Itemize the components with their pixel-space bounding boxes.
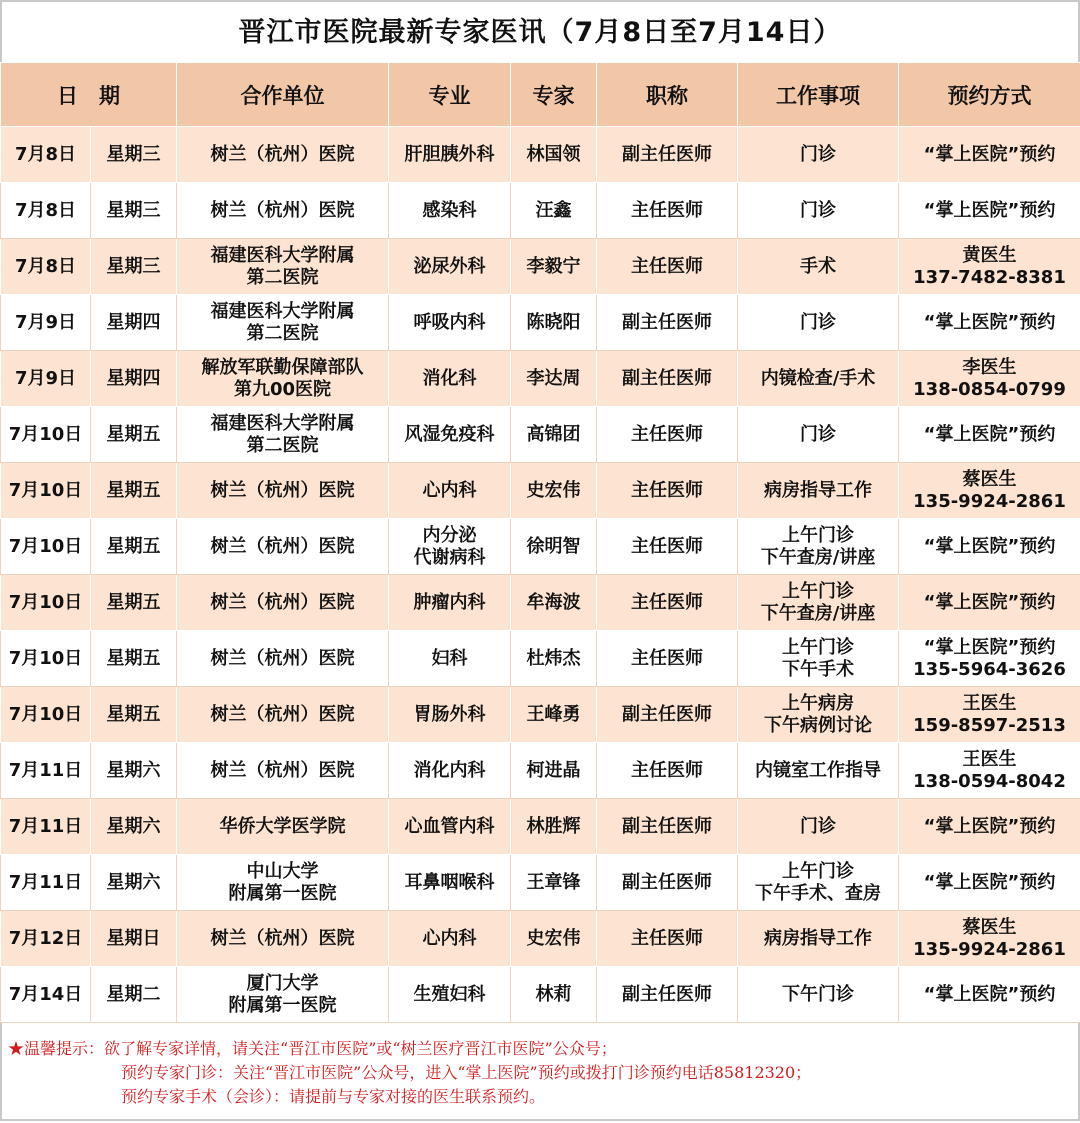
cell-date: 7月10日 bbox=[1, 463, 91, 519]
cell-specialty bbox=[389, 295, 511, 351]
cell-expert: 李达周 bbox=[511, 351, 597, 407]
cell-weekday: 星期六 bbox=[91, 743, 177, 799]
header-date: 日 期 bbox=[1, 63, 177, 127]
header-specialty: 专业 bbox=[389, 63, 511, 127]
cell-unit bbox=[177, 407, 389, 463]
cell-unit-line: 树兰（杭州）医院 bbox=[210, 479, 355, 501]
cell-rank: 副主任医师 bbox=[597, 967, 738, 1023]
cell-specialty-line: 生殖妇科 bbox=[413, 983, 486, 1005]
cell-rank: 主任医师 bbox=[597, 743, 738, 799]
cell-specialty bbox=[389, 575, 511, 631]
table-row bbox=[1, 351, 1080, 407]
header-expert: 专家 bbox=[511, 63, 597, 127]
cell-booking bbox=[899, 799, 1080, 855]
cell-unit-line: 福建医科大学附属 bbox=[210, 412, 355, 434]
cell-rank: 副主任医师 bbox=[597, 127, 738, 183]
cell-booking-line: 王医生 bbox=[962, 692, 1017, 714]
cell-work-line: 下午手术 bbox=[782, 658, 854, 680]
cell-booking-line: 137-7482-8381 bbox=[913, 266, 1066, 288]
cell-booking bbox=[899, 463, 1080, 519]
cell-rank: 主任医师 bbox=[597, 631, 738, 687]
cell-work-line: 上午门诊 bbox=[782, 636, 854, 658]
cell-booking-line: 138-0854-0799 bbox=[913, 378, 1066, 400]
cell-work-line: 门诊 bbox=[800, 815, 836, 837]
table-row bbox=[1, 967, 1080, 1023]
cell-booking bbox=[899, 911, 1080, 967]
cell-expert: 牟海波 bbox=[511, 575, 597, 631]
cell-work-line: 上午病房 bbox=[782, 692, 854, 714]
cell-unit bbox=[177, 463, 389, 519]
cell-booking-line: 王医生 bbox=[962, 748, 1017, 770]
cell-booking bbox=[899, 631, 1080, 687]
cell-booking bbox=[899, 351, 1080, 407]
cell-specialty-line: 风湿免疫科 bbox=[404, 423, 495, 445]
cell-date: 7月8日 bbox=[1, 183, 91, 239]
note-line-3: 预约专家手术（会诊）：请提前与专家对接的医生联系预约。 bbox=[121, 1087, 546, 1106]
table-header-row bbox=[1, 63, 1080, 127]
cell-specialty bbox=[389, 631, 511, 687]
table-row bbox=[1, 687, 1080, 743]
cell-unit-line: 华侨大学医学院 bbox=[219, 815, 346, 837]
cell-rank: 副主任医师 bbox=[597, 799, 738, 855]
cell-booking bbox=[899, 239, 1080, 295]
cell-date: 7月9日 bbox=[1, 351, 91, 407]
cell-unit bbox=[177, 799, 389, 855]
cell-weekday: 星期四 bbox=[91, 351, 177, 407]
cell-unit-line: 解放军联勤保障部队 bbox=[201, 356, 364, 378]
cell-booking bbox=[899, 855, 1080, 911]
cell-specialty bbox=[389, 407, 511, 463]
cell-work-line: 下午查房/讲座 bbox=[760, 546, 876, 568]
cell-unit-line: 树兰（杭州）医院 bbox=[210, 199, 355, 221]
cell-rank: 主任医师 bbox=[597, 463, 738, 519]
cell-date: 7月11日 bbox=[1, 799, 91, 855]
note-line-2: 预约专家门诊：关注“晋江市医院”公众号，进入“掌上医院”预约或拨打门诊预约电话85812320； bbox=[121, 1063, 812, 1082]
cell-unit-line: 福建医科大学附属 bbox=[210, 300, 355, 322]
cell-unit bbox=[177, 743, 389, 799]
cell-unit-line: 中山大学 bbox=[246, 860, 319, 882]
cell-booking bbox=[899, 183, 1080, 239]
cell-specialty bbox=[389, 687, 511, 743]
cell-weekday: 星期六 bbox=[91, 855, 177, 911]
cell-booking bbox=[899, 127, 1080, 183]
cell-rank: 主任医师 bbox=[597, 519, 738, 575]
cell-weekday: 星期四 bbox=[91, 295, 177, 351]
cell-unit bbox=[177, 239, 389, 295]
cell-expert: 陈晓阳 bbox=[511, 295, 597, 351]
cell-booking-line: “掌上医院”预约 bbox=[923, 311, 1056, 333]
cell-unit bbox=[177, 351, 389, 407]
cell-booking-line: “掌上医院”预约 bbox=[923, 143, 1056, 165]
cell-specialty-line: 心内科 bbox=[422, 479, 477, 501]
cell-expert: 柯进晶 bbox=[511, 743, 597, 799]
cell-unit bbox=[177, 295, 389, 351]
cell-work-line: 门诊 bbox=[800, 423, 836, 445]
cell-work-line: 内镜检查/手术 bbox=[760, 367, 876, 389]
cell-date: 7月10日 bbox=[1, 575, 91, 631]
cell-work-line: 下午手术、查房 bbox=[755, 882, 881, 904]
cell-work-line: 门诊 bbox=[800, 199, 836, 221]
cell-work bbox=[738, 855, 899, 911]
cell-weekday: 星期五 bbox=[91, 463, 177, 519]
cell-work bbox=[738, 687, 899, 743]
cell-unit bbox=[177, 855, 389, 911]
cell-work-line: 下午门诊 bbox=[782, 983, 854, 1005]
cell-specialty bbox=[389, 911, 511, 967]
cell-rank: 主任医师 bbox=[597, 407, 738, 463]
cell-booking-line: 135-5964-3626 bbox=[913, 658, 1066, 680]
page-title: 晋江市医院最新专家医讯（7月8日至7月14日） bbox=[0, 0, 1080, 62]
cell-expert: 王峰勇 bbox=[511, 687, 597, 743]
cell-work bbox=[738, 351, 899, 407]
cell-booking-line: “掌上医院”预约 bbox=[923, 871, 1056, 893]
cell-booking bbox=[899, 743, 1080, 799]
cell-specialty-line: 耳鼻咽喉科 bbox=[404, 871, 495, 893]
cell-booking-line: 138-0594-8042 bbox=[913, 770, 1066, 792]
cell-work bbox=[738, 799, 899, 855]
cell-specialty bbox=[389, 463, 511, 519]
table-row bbox=[1, 799, 1080, 855]
cell-weekday: 星期五 bbox=[91, 631, 177, 687]
cell-unit-line: 树兰（杭州）医院 bbox=[210, 703, 355, 725]
table-row bbox=[1, 855, 1080, 911]
cell-weekday: 星期日 bbox=[91, 911, 177, 967]
cell-work-line: 手术 bbox=[800, 255, 836, 277]
cell-work-line: 下午查房/讲座 bbox=[760, 602, 876, 624]
cell-weekday: 星期六 bbox=[91, 799, 177, 855]
cell-specialty-line: 妇科 bbox=[431, 647, 468, 669]
cell-unit bbox=[177, 911, 389, 967]
table-row bbox=[1, 407, 1080, 463]
cell-work-line: 上午门诊 bbox=[782, 580, 854, 602]
cell-unit-line: 福建医科大学附属 bbox=[210, 244, 355, 266]
cell-weekday: 星期五 bbox=[91, 519, 177, 575]
cell-specialty bbox=[389, 351, 511, 407]
cell-unit-line: 树兰（杭州）医院 bbox=[210, 647, 355, 669]
cell-specialty-line: 心血管内科 bbox=[404, 815, 495, 837]
cell-booking-line: 蔡医生 bbox=[962, 916, 1017, 938]
cell-specialty-line: 泌尿外科 bbox=[413, 255, 486, 277]
cell-unit bbox=[177, 127, 389, 183]
star-icon: ★ bbox=[8, 1039, 25, 1058]
cell-rank: 副主任医师 bbox=[597, 351, 738, 407]
cell-booking bbox=[899, 575, 1080, 631]
cell-booking bbox=[899, 519, 1080, 575]
cell-expert: 史宏伟 bbox=[511, 911, 597, 967]
cell-unit bbox=[177, 967, 389, 1023]
cell-unit bbox=[177, 631, 389, 687]
cell-booking bbox=[899, 687, 1080, 743]
cell-work-line: 门诊 bbox=[800, 143, 836, 165]
expert-schedule-table bbox=[0, 62, 1080, 1023]
cell-date: 7月11日 bbox=[1, 743, 91, 799]
cell-expert: 汪鑫 bbox=[511, 183, 597, 239]
cell-booking-line: 135-9924-2861 bbox=[913, 490, 1066, 512]
cell-unit-line: 第九00医院 bbox=[233, 378, 332, 400]
cell-date: 7月10日 bbox=[1, 687, 91, 743]
cell-unit-line: 厦门大学 bbox=[246, 972, 319, 994]
cell-specialty-line: 感染科 bbox=[422, 199, 477, 221]
cell-specialty-line: 内分泌 bbox=[422, 524, 477, 546]
cell-unit-line: 树兰（杭州）医院 bbox=[210, 591, 355, 613]
cell-booking-line: 135-9924-2861 bbox=[913, 938, 1066, 960]
cell-work bbox=[738, 407, 899, 463]
cell-unit bbox=[177, 687, 389, 743]
cell-booking-line: 159-8597-2513 bbox=[913, 714, 1066, 736]
cell-specialty bbox=[389, 967, 511, 1023]
cell-unit-line: 附属第一医院 bbox=[228, 994, 337, 1016]
cell-unit-line: 树兰（杭州）医院 bbox=[210, 759, 355, 781]
cell-booking bbox=[899, 407, 1080, 463]
cell-unit-line: 树兰（杭州）医院 bbox=[210, 927, 355, 949]
table-row bbox=[1, 911, 1080, 967]
cell-booking-line: 蔡医生 bbox=[962, 468, 1017, 490]
cell-unit bbox=[177, 519, 389, 575]
cell-specialty bbox=[389, 855, 511, 911]
cell-work bbox=[738, 183, 899, 239]
cell-specialty bbox=[389, 127, 511, 183]
cell-rank: 主任医师 bbox=[597, 575, 738, 631]
cell-weekday: 星期五 bbox=[91, 407, 177, 463]
cell-work-line: 病房指导工作 bbox=[764, 927, 872, 949]
cell-booking-line: 黄医生 bbox=[962, 244, 1017, 266]
cell-rank: 主任医师 bbox=[597, 183, 738, 239]
table-row bbox=[1, 631, 1080, 687]
cell-date: 7月9日 bbox=[1, 295, 91, 351]
cell-work bbox=[738, 575, 899, 631]
cell-work bbox=[738, 911, 899, 967]
cell-specialty bbox=[389, 519, 511, 575]
cell-work-line: 上午门诊 bbox=[782, 524, 854, 546]
table-row bbox=[1, 519, 1080, 575]
cell-unit bbox=[177, 183, 389, 239]
cell-expert: 李毅宁 bbox=[511, 239, 597, 295]
cell-work-line: 门诊 bbox=[800, 311, 836, 333]
cell-work bbox=[738, 519, 899, 575]
cell-specialty bbox=[389, 239, 511, 295]
table-row bbox=[1, 239, 1080, 295]
cell-specialty-line: 心内科 bbox=[422, 927, 477, 949]
cell-work bbox=[738, 295, 899, 351]
cell-booking-line: “掌上医院”预约 bbox=[923, 815, 1056, 837]
header-rank: 职称 bbox=[597, 63, 738, 127]
table-body bbox=[1, 127, 1080, 1023]
cell-unit bbox=[177, 575, 389, 631]
header-booking: 预约方式 bbox=[899, 63, 1080, 127]
cell-expert: 史宏伟 bbox=[511, 463, 597, 519]
cell-unit-line: 第二医院 bbox=[246, 266, 319, 288]
cell-booking-line: “掌上医院”预约 bbox=[923, 199, 1056, 221]
cell-rank: 主任医师 bbox=[597, 239, 738, 295]
cell-booking-line: “掌上医院”预约 bbox=[923, 591, 1056, 613]
cell-work bbox=[738, 239, 899, 295]
cell-unit-line: 树兰（杭州）医院 bbox=[210, 535, 355, 557]
cell-date: 7月11日 bbox=[1, 855, 91, 911]
cell-weekday: 星期三 bbox=[91, 127, 177, 183]
cell-unit-line: 第二医院 bbox=[246, 434, 319, 456]
cell-work bbox=[738, 743, 899, 799]
cell-booking-line: “掌上医院”预约 bbox=[923, 535, 1056, 557]
cell-work-line: 下午病例讨论 bbox=[764, 714, 872, 736]
cell-rank: 副主任医师 bbox=[597, 687, 738, 743]
cell-specialty bbox=[389, 743, 511, 799]
cell-unit-line: 第二医院 bbox=[246, 322, 319, 344]
table-row bbox=[1, 463, 1080, 519]
header-unit: 合作单位 bbox=[177, 63, 389, 127]
header-work: 工作事项 bbox=[738, 63, 899, 127]
cell-date: 7月12日 bbox=[1, 911, 91, 967]
cell-work-line: 上午门诊 bbox=[782, 860, 854, 882]
cell-weekday: 星期五 bbox=[91, 575, 177, 631]
cell-work bbox=[738, 127, 899, 183]
cell-specialty-line: 肿瘤内科 bbox=[413, 591, 486, 613]
cell-date: 7月14日 bbox=[1, 967, 91, 1023]
cell-work bbox=[738, 463, 899, 519]
cell-weekday: 星期五 bbox=[91, 687, 177, 743]
table-row bbox=[1, 575, 1080, 631]
note-line-1: 温馨提示：欲了解专家详情，请关注“晋江市医院”或“树兰医疗晋江市医院”公众号； bbox=[24, 1039, 617, 1058]
cell-date: 7月10日 bbox=[1, 407, 91, 463]
cell-specialty-line: 消化内科 bbox=[413, 759, 486, 781]
cell-booking-line: “掌上医院”预约 bbox=[923, 423, 1056, 445]
cell-date: 7月10日 bbox=[1, 631, 91, 687]
cell-work bbox=[738, 967, 899, 1023]
cell-work bbox=[738, 631, 899, 687]
cell-booking-line: “掌上医院”预约 bbox=[923, 636, 1056, 658]
cell-specialty bbox=[389, 183, 511, 239]
cell-expert: 杜炜杰 bbox=[511, 631, 597, 687]
notes-section bbox=[0, 1023, 1080, 1121]
cell-specialty-line: 消化科 bbox=[422, 367, 477, 389]
cell-specialty-line: 胃肠外科 bbox=[413, 703, 486, 725]
cell-work-line: 病房指导工作 bbox=[764, 479, 872, 501]
cell-date: 7月8日 bbox=[1, 127, 91, 183]
table-row bbox=[1, 743, 1080, 799]
cell-specialty-line: 肝胆胰外科 bbox=[404, 143, 495, 165]
cell-booking-line: “掌上医院”预约 bbox=[923, 983, 1056, 1005]
cell-expert: 徐明智 bbox=[511, 519, 597, 575]
cell-booking bbox=[899, 967, 1080, 1023]
cell-rank: 副主任医师 bbox=[597, 855, 738, 911]
cell-expert: 王章锋 bbox=[511, 855, 597, 911]
cell-date: 7月8日 bbox=[1, 239, 91, 295]
cell-booking bbox=[899, 295, 1080, 351]
cell-specialty bbox=[389, 799, 511, 855]
cell-specialty-line: 代谢病科 bbox=[413, 546, 486, 568]
cell-expert: 林胜辉 bbox=[511, 799, 597, 855]
cell-expert: 高锦团 bbox=[511, 407, 597, 463]
cell-expert: 林莉 bbox=[511, 967, 597, 1023]
cell-date: 7月10日 bbox=[1, 519, 91, 575]
cell-rank: 主任医师 bbox=[597, 911, 738, 967]
table-row bbox=[1, 295, 1080, 351]
cell-weekday: 星期三 bbox=[91, 239, 177, 295]
cell-booking-line: 李医生 bbox=[962, 356, 1017, 378]
cell-weekday: 星期三 bbox=[91, 183, 177, 239]
cell-expert: 林国领 bbox=[511, 127, 597, 183]
cell-work-line: 内镜室工作指导 bbox=[755, 759, 881, 781]
cell-rank: 副主任医师 bbox=[597, 295, 738, 351]
table-row bbox=[1, 127, 1080, 183]
cell-unit-line: 附属第一医院 bbox=[228, 882, 337, 904]
cell-specialty-line: 呼吸内科 bbox=[413, 311, 486, 333]
cell-unit-line: 树兰（杭州）医院 bbox=[210, 143, 355, 165]
table-row bbox=[1, 183, 1080, 239]
cell-weekday: 星期二 bbox=[91, 967, 177, 1023]
